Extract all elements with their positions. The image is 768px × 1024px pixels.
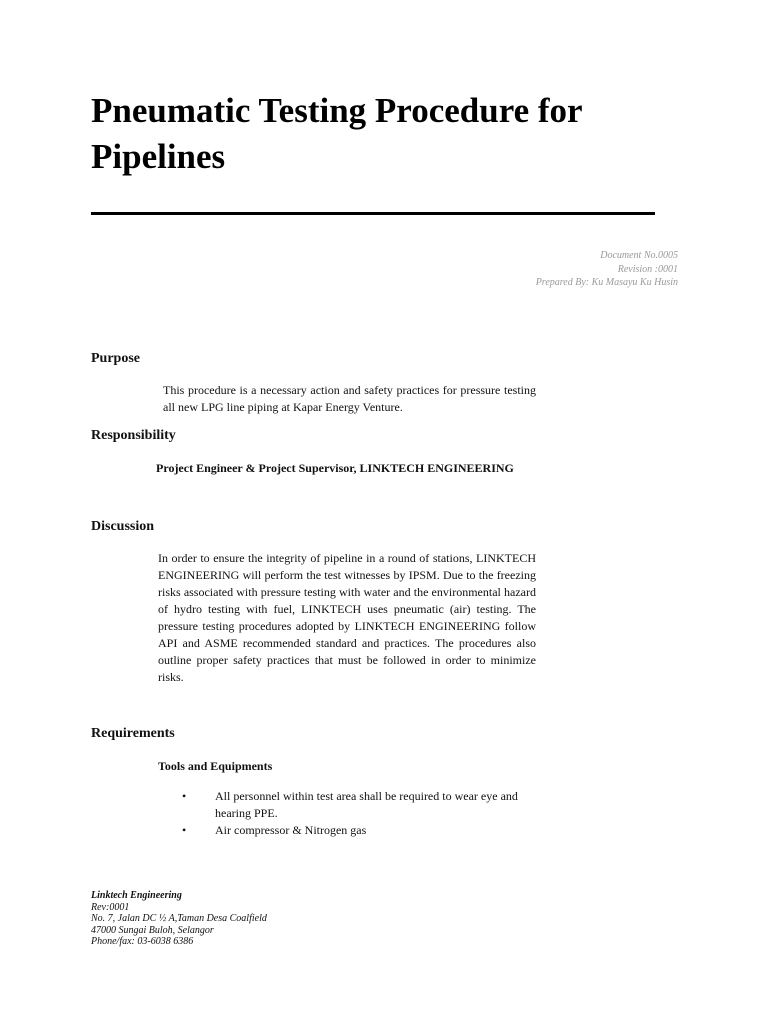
footer-address-line-1: No. 7, Jalan DC ½ A,Taman Desa Coalfield (91, 913, 267, 924)
purpose-text: This procedure is a necessary action and safety practices for pressure testing all new LPG line piping at Kapar Energy Venture. (163, 383, 536, 414)
footer-company: Linktech Engineering (91, 890, 182, 901)
discussion-text: In order to ensure the integrity of pipeline in a round of stations, LINKTECH ENGINEERING will perform the test witnesses by IPSM. Due to the freezing risks associated with pressure testing with water and the environmental hazard of hydro testing with fuel, LINKTECH uses pneumatic (air) testing. The pressure testing procedures adopted by LINKTECH ENGINEERING follow API and ASME recommended standard and practices. The procedures also outline proper safety practices that must be followed in order to minimize risks. (158, 551, 536, 684)
responsibility-text: Project Engineer & Project Supervisor, LINKTECH ENGINEERING (156, 461, 514, 475)
bullet-icon: • (182, 789, 187, 803)
footer-phone: Phone/fax: 03-6038 6386 (91, 936, 194, 947)
discussion-heading: Discussion (91, 519, 155, 534)
title-line-2: Pipelines (91, 137, 226, 176)
footer-rev: Rev:0001 (91, 901, 130, 913)
requirements-heading: Requirements (91, 726, 175, 741)
title-line-1: Pneumatic Testing Procedure for (91, 91, 583, 130)
list-item (182, 822, 542, 839)
document-title (91, 88, 711, 180)
list-item (182, 788, 542, 822)
tools-list (182, 788, 542, 839)
title-underline (91, 212, 655, 215)
purpose-heading: Purpose (91, 351, 140, 366)
prepared-by: Prepared By: Ku Masayu Ku Husin (535, 277, 678, 288)
document-number: Document No.0005 (600, 250, 678, 261)
bullet-icon: • (182, 823, 187, 837)
list-item-text: All personnel within test area shall be required to wear eye and hearing PPE. (215, 789, 518, 820)
footer-address-line-2: 47000 Sungai Buloh, Selangor (91, 924, 214, 936)
list-item-text: Air compressor & Nitrogen gas (215, 823, 367, 837)
page-footer (91, 890, 267, 948)
revision-number: Revision :0001 (617, 263, 678, 275)
document-meta (536, 249, 678, 290)
tools-subheading: Tools and Equipments (158, 759, 273, 773)
responsibility-heading: Responsibility (91, 428, 176, 443)
